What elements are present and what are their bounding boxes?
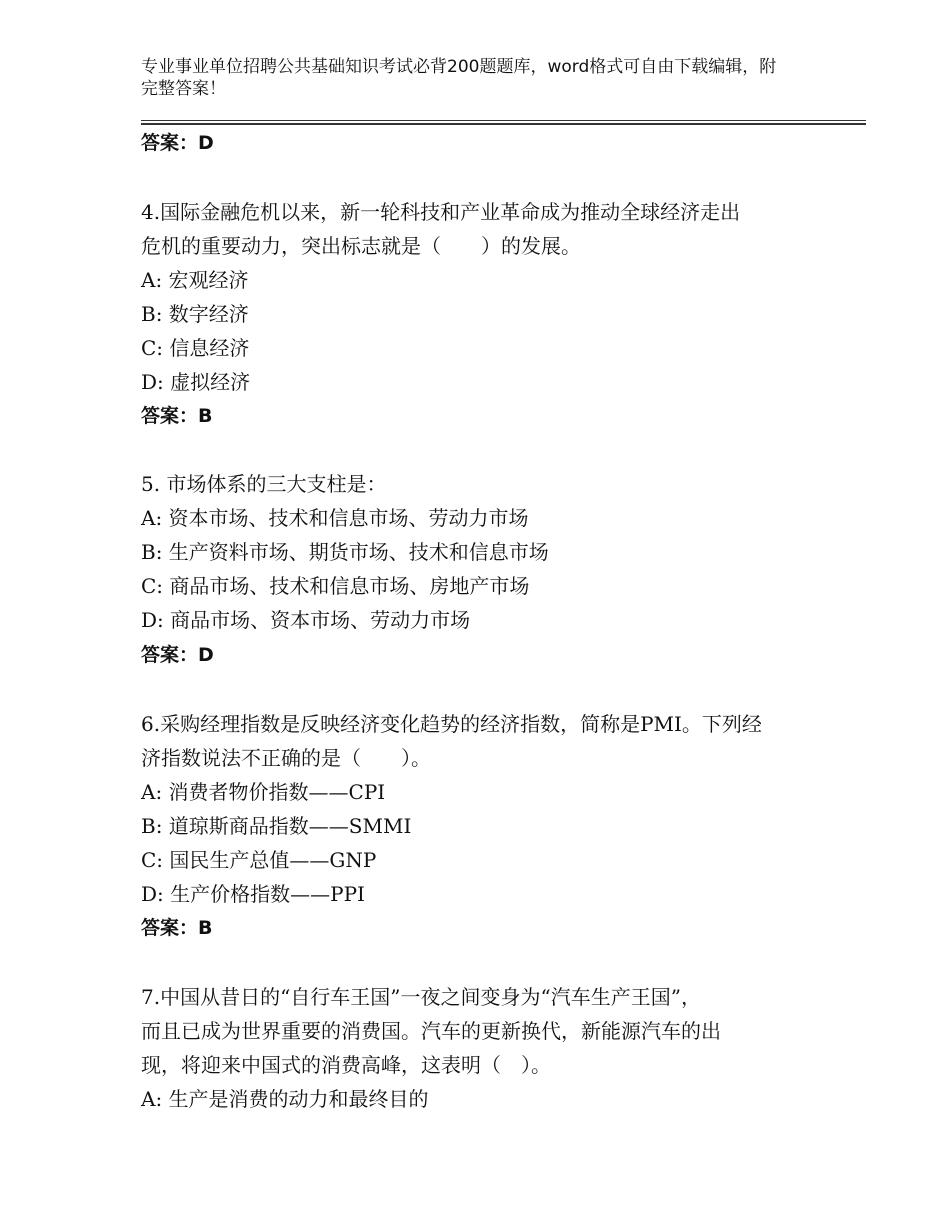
option-d: D: 虚拟经济 (141, 370, 251, 394)
question-stem-line: 5. 市场体系的三大支柱是： (141, 472, 387, 496)
option-b: B: 道琼斯商品指数——SMMI (141, 814, 412, 838)
answer-label: 答案：B (141, 917, 213, 939)
question-stem-line: 7.中国从昔日的“自行车王国”一夜之间变身为“汽车生产王国”， (141, 985, 701, 1009)
answer-label: 答案：B (141, 405, 213, 427)
option-a: A: 宏观经济 (141, 268, 249, 292)
answer-label: 答案：D (141, 132, 214, 154)
option-c: C: 商品市场、技术和信息市场、房地产市场 (141, 574, 530, 598)
question-stem-line: 现，将迎来中国式的消费高峰，这表明（ ）。 (141, 1053, 551, 1077)
option-d: D: 生产价格指数——PPI (141, 882, 365, 906)
page-header: 专业事业单位招聘公共基础知识考试必背200题题库，word格式可自由下载编辑，附完整答案！ (141, 57, 777, 99)
question-stem-line: 危机的重要动力，突出标志就是（ ）的发展。 (141, 234, 581, 258)
option-c: C: 国民生产总值——GNP (141, 848, 377, 872)
option-a: A: 消费者物价指数——CPI (141, 780, 386, 804)
question-stem-line: 4.国际金融危机以来，新一轮科技和产业革命成为推动全球经济走出 (141, 200, 741, 224)
header-divider-thin (141, 120, 866, 121)
option-b: B: 数字经济 (141, 302, 249, 326)
question-stem-line: 而且已成为世界重要的消费国。汽车的更新换代，新能源汽车的出 (141, 1019, 721, 1043)
option-a: A: 生产是消费的动力和最终目的 (141, 1087, 429, 1111)
option-c: C: 信息经济 (141, 336, 250, 360)
option-b: B: 生产资料市场、期货市场、技术和信息市场 (141, 540, 549, 564)
header-divider-thick (141, 123, 866, 125)
option-a: A: 资本市场、技术和信息市场、劳动力市场 (141, 506, 529, 530)
question-stem-line: 济指数说法不正确的是（ ）。 (141, 746, 431, 770)
option-d: D: 商品市场、资本市场、劳动力市场 (141, 608, 471, 632)
answer-label: 答案：D (141, 644, 214, 666)
question-stem-line: 6.采购经理指数是反映经济变化趋势的经济指数，简称是PMI。下列经 (141, 712, 762, 736)
